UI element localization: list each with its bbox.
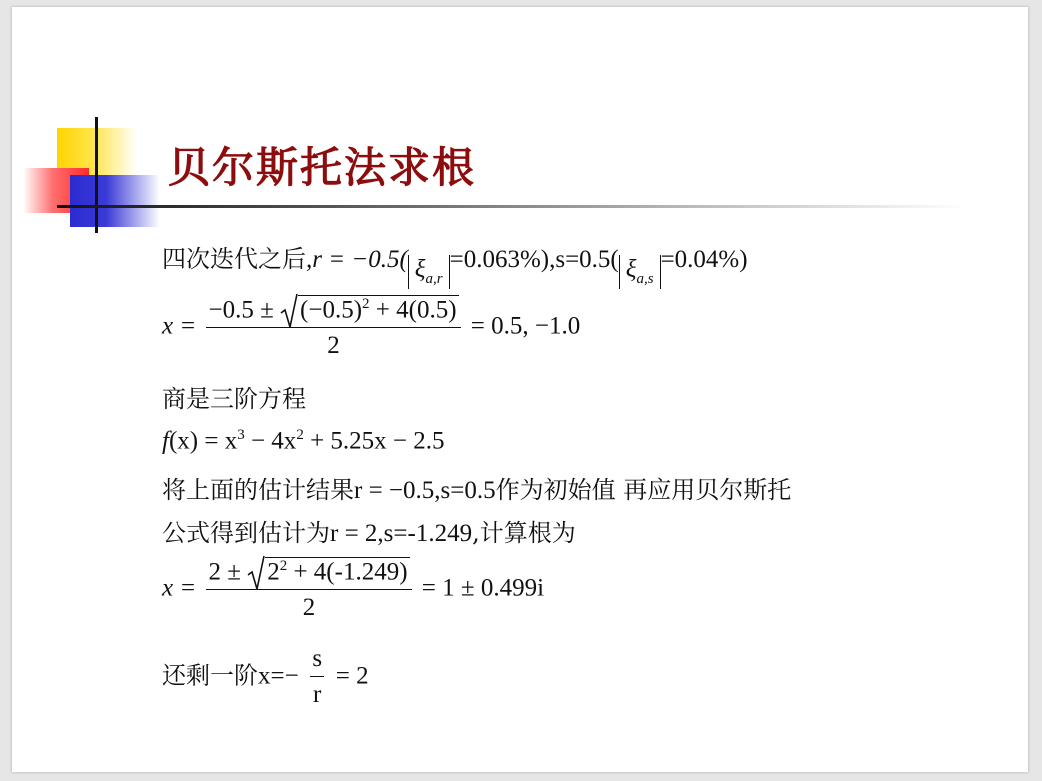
r-value: ,r = −0.5(: [306, 246, 408, 273]
error-s-value: =0.04%): [660, 246, 748, 273]
slide: [12, 7, 1028, 772]
decor-vertical-line: [95, 117, 98, 233]
fraction: 2 ± $2^2 + 4(-1.249)$ 2: [206, 557, 411, 622]
estimate-text: 公式得到估计为r = 2,s=-1.249,计算根为: [162, 519, 576, 547]
fraction: $\frac{s}{r}$: [312, 645, 323, 708]
decor-blue-square: [70, 175, 160, 227]
quadratic-formula-1: x = −0.5 ± $(-0.5)^2 + 4(0.5)$ 2 = 0.5, −1.0: [162, 296, 581, 360]
fraction: −0.5 ± $(-0.5)^2 + 4(0.5)$ 2: [206, 295, 460, 360]
iteration-text: 四次迭代之后: [162, 245, 306, 273]
quadratic-formula-2: x = 2 ± $2^2 + 4(-1.249)$ 2 = 1 ± 0.499i: [162, 558, 545, 622]
cubic-equation: $f(x) = x^3 - 4x^2 + 5.25x - 2.5$: [162, 427, 445, 455]
error-r-value: =0.063%),s=0.5(: [449, 246, 619, 273]
remaining-first-order: 还剩一阶x=− $\frac{s}{r}$ = 2: [162, 645, 369, 708]
iteration-result-line: [162, 239, 748, 289]
decor-horizontal-line: [57, 205, 967, 208]
quotient-text: 商是三阶方程: [162, 385, 306, 413]
error-r: $\xi_{a,r}$: [408, 255, 450, 289]
slide-title: 贝尔斯托法求根: [168, 143, 477, 192]
initial-value-text: 将上面的估计结果r = −0.5,s=0.5作为初始值 再应用贝尔斯托: [162, 476, 792, 504]
error-s: $\xi_{a,s}$: [619, 255, 661, 289]
